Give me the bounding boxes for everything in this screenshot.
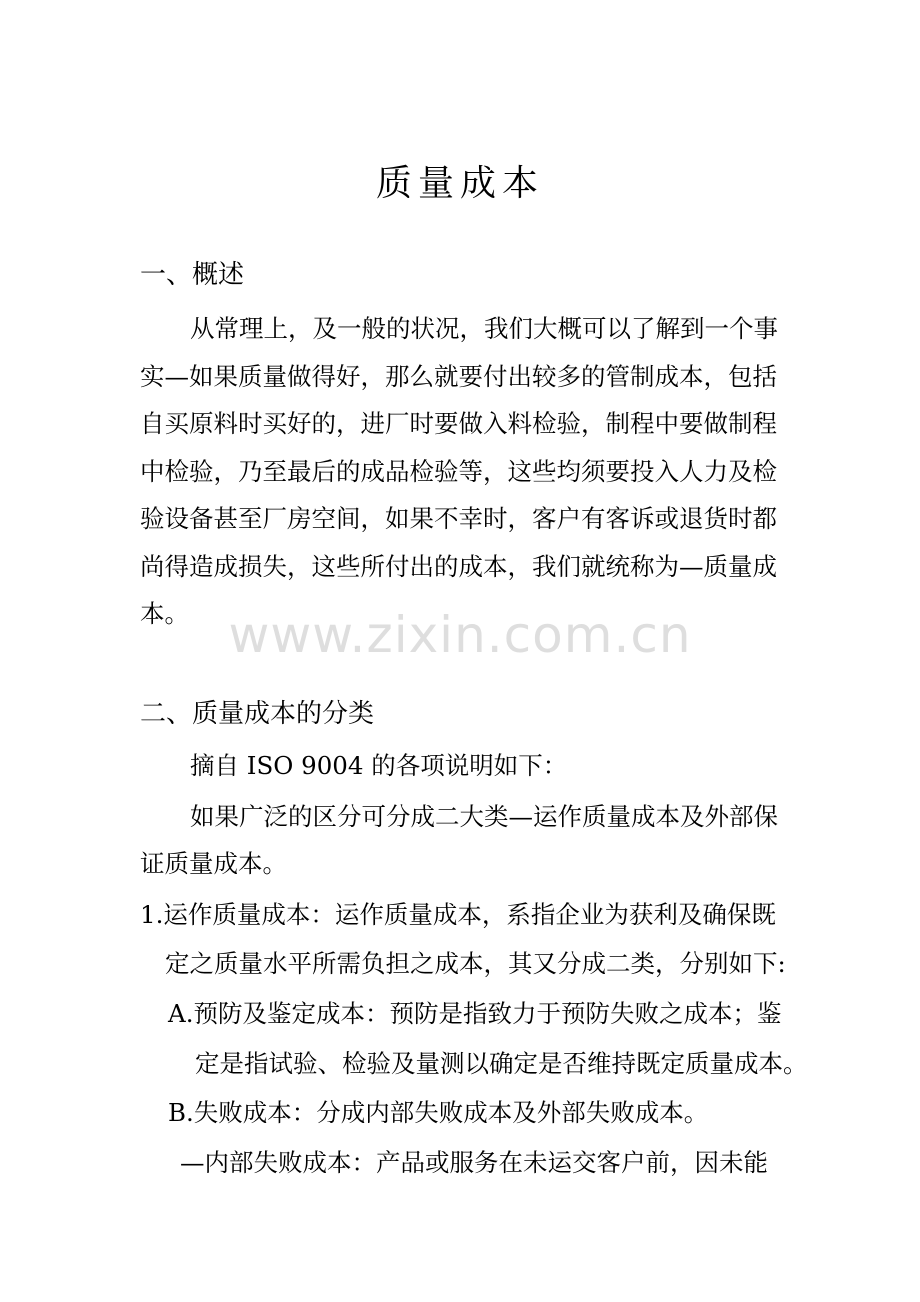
paragraph-line: 如果广泛的区分可分成二大类—运作质量成本及外部保 [190,802,778,831]
paragraph-line: 实—如果质量做得好，那么就要付出较多的管制成本，包括 [140,362,777,391]
paragraph-line: 尚得造成损失，这些所付出的成本，我们就统称为—质量成 [140,552,777,581]
paragraph-line: 自买原料时买好的，进厂时要做入料检验，制程中要做制程 [140,409,777,438]
paragraph-line: 中检验，乃至最后的成品检验等，这些均须要投入人力及检 [140,457,777,486]
list-item-line: B.失败成本：分成内部失败成本及外部失败成本。 [168,1098,709,1127]
list-item-line: 定是指试验、检验及量测以确定是否维持既定质量成本。 [195,1049,808,1078]
paragraph-line: 验设备甚至厂房空间，如果不幸时，客户有客诉或退货时都 [140,504,777,533]
list-item-line: —内部失败成本：产品或服务在未运交客户前，因未能 [180,1148,768,1177]
list-item-line: A.预防及鉴定成本：预防是指致力于预防失败之成本；鉴 [168,999,782,1028]
paragraph-line: 本。 [140,599,189,628]
paragraph-line: 摘自 ISO 9004 的各项说明如下： [190,751,568,780]
list-item-line: 定之质量水平所需负担之成本，其又分成二类，分别如下: [165,949,786,978]
page-title: 质量成本 [375,163,544,204]
paragraph-line: 证质量成本。 [140,849,287,878]
section-heading-classification: 二、质量成本的分类 [140,699,375,729]
paragraph-line: 从常理上，及一般的状况，我们大概可以了解到一个事 [190,314,778,343]
watermark: www.zixin.com.cn [228,606,692,664]
section-heading-overview: 一、概述 [140,260,245,290]
list-item-line: 1.运作质量成本：运作质量成本，系指企业为获利及确保既 [140,900,776,929]
